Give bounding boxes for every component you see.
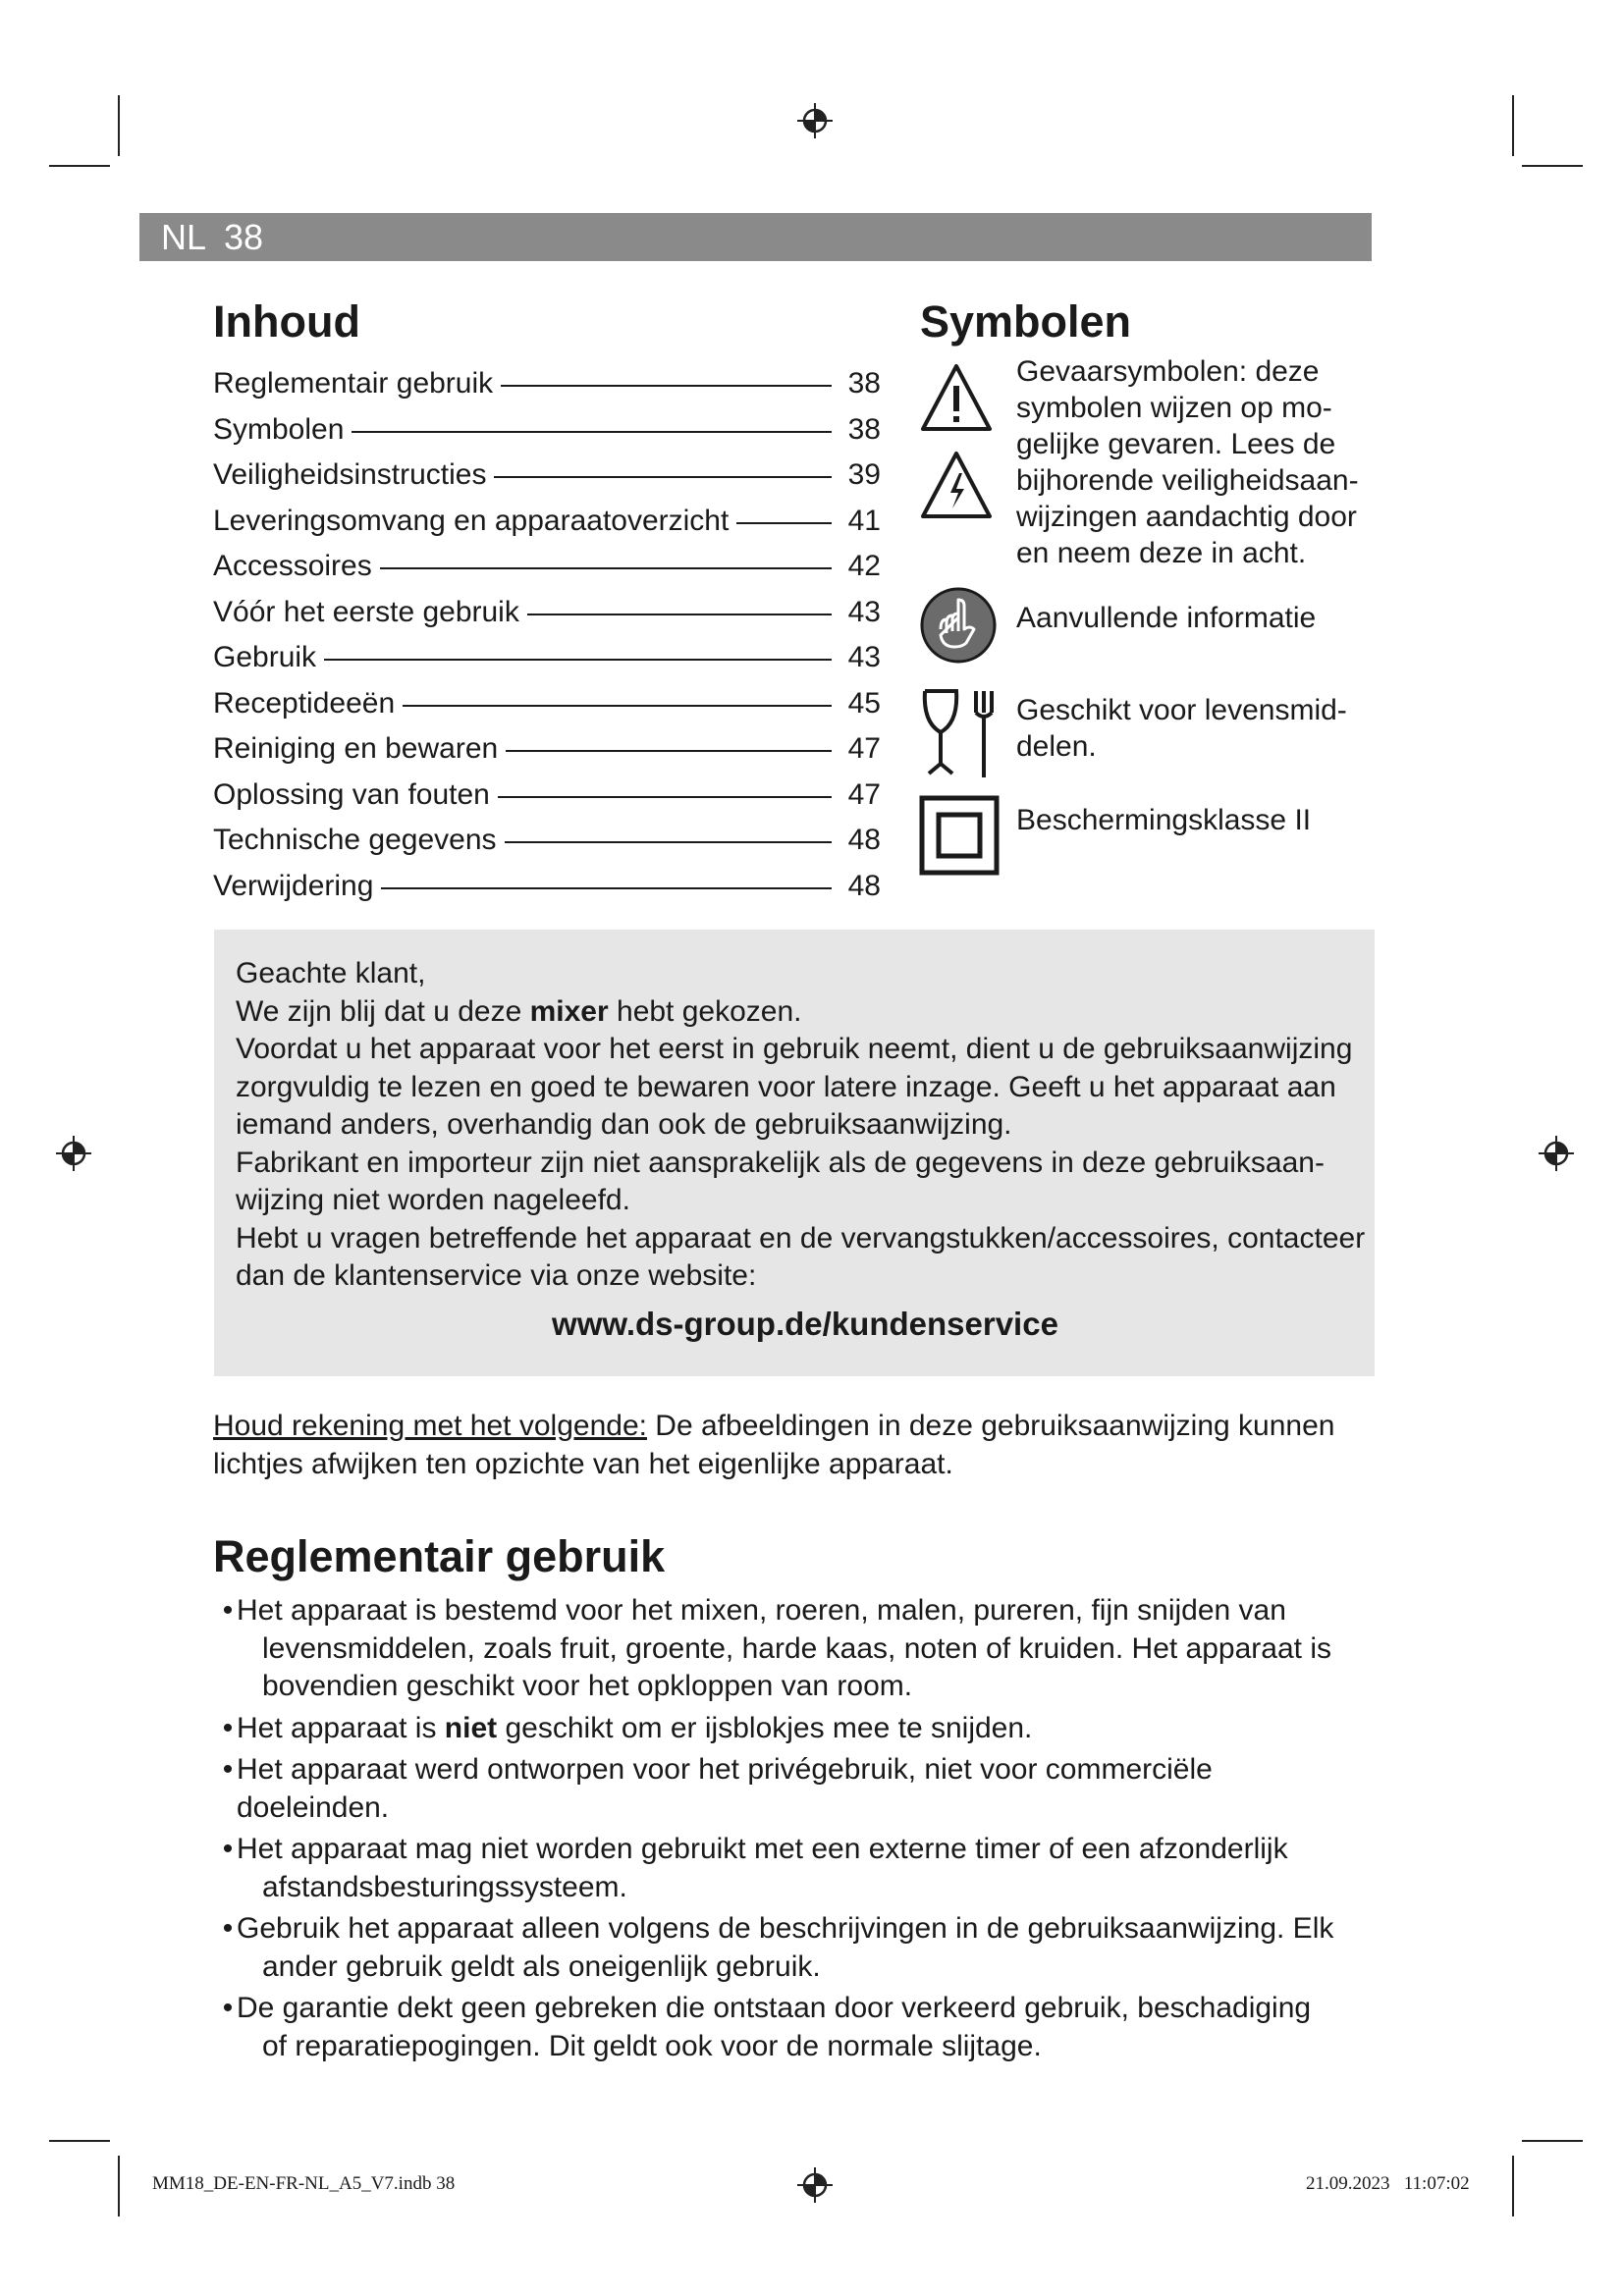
toc-row[interactable] [213,635,881,681]
toc-page-number: 38 [847,367,881,400]
toc-row[interactable] [213,361,881,407]
toc-leader [501,385,832,387]
bullet: • [222,1912,234,1945]
toc-label: Oplossing van fouten [213,777,490,811]
electric-hazard-icon [919,450,994,520]
protection-class-ii-icon [919,795,1000,876]
toc-label: Receptideeën [213,686,396,720]
hand-info-icon [919,586,998,665]
text-line: bovendien geschikt voor het opkloppen van room. [262,1670,913,1702]
text-line: of reparatiepogingen. Dit geldt ook voor de normale slijtage. [262,2029,1042,2062]
text-span: We zijn blij dat u deze [236,994,530,1028]
registration-mark-icon [1537,1134,1576,1173]
registration-mark-icon [795,2165,835,2205]
text-line: symbolen wijzen op mo- [1016,392,1332,424]
toc-row[interactable] [213,544,881,590]
text-line: bijhorende veiligheidsaan- [1016,464,1359,497]
symbols-title: Symbolen [920,296,1132,347]
text-line: wijzing niet worden nageleefd. [236,1184,630,1216]
toc-row[interactable] [213,818,881,864]
toc-leader [381,887,832,889]
text-span: De afbeeldingen in deze gebruiksaanwijzing kunnen [646,1410,1335,1442]
text-line: De garantie dekt geen gebreken die ontstaan door verkeerd gebruik, beschadiging [237,1992,1312,2024]
info-symbol-text: Aanvullende informatie [1016,602,1317,634]
text-line: delen. [1016,730,1097,763]
note-label: Houd rekening met het volgende: [213,1410,647,1442]
toc-row[interactable] [213,726,881,773]
toc-page-number: 48 [847,824,881,856]
toc-label: Leveringsomvang en apparaatoverzicht [213,504,730,537]
toc-page-number: 45 [847,686,881,720]
toc-page-number: 48 [847,869,881,902]
list-item [213,1831,1372,1906]
toc-page-number: 39 [847,458,881,491]
toc-row[interactable] [213,773,881,819]
class2-symbol-text: Beschermingsklasse II [1016,804,1312,836]
toc-label: Vóór het eerste gebruik [213,595,519,628]
crop-mark [49,165,110,167]
toc-title: Inhoud [213,296,360,347]
crop-mark [1522,165,1583,167]
text-span: Het apparaat is [237,1711,445,1744]
registration-mark-icon [795,101,835,140]
toc-leader [380,567,832,569]
crop-mark [118,2156,120,2216]
crop-mark [1512,95,1514,156]
toc-leader [736,522,832,524]
toc-label: Gebruik [213,641,317,673]
toc-row[interactable] [213,499,881,545]
toc-leader [506,750,832,752]
toc-label: Symbolen [213,412,345,446]
text-span: hebt gekozen. [608,994,802,1028]
toc-label: Reglementair gebruik [213,367,494,400]
text-line: lichtjes afwijken ten opzichte van het eigenlijke apparaat. [213,1447,953,1480]
page-header [139,213,1372,261]
warning-triangle-icon [919,362,994,433]
food-symbol-text [1016,692,1347,765]
time: 11:07:02 [1403,2173,1470,2194]
list-item [213,1751,1372,1827]
text-line: levensmiddelen, zoals fruit, groente, harde kaas, noten of kruiden. Het apparaat is [262,1631,1331,1665]
toc-label: Reiniging en bewaren [213,732,499,765]
toc-page-number: 38 [847,412,881,446]
text-line: Hebt u vragen betreffende het apparaat en de vervangstukken/accessoires, contacteer [236,1221,1366,1255]
text-line: dan de klantenservice via onze website: [236,1259,757,1292]
toc-leader [527,614,832,615]
text-line: Gevaarsymbolen: deze [1016,355,1320,388]
crop-mark [1522,2140,1583,2142]
page-number: 38 [224,217,264,257]
toc-row[interactable] [213,407,881,454]
crop-mark [49,2140,110,2142]
toc-label: Veiligheidsinstructies [213,458,487,491]
toc-leader [494,476,832,478]
service-url-link[interactable]: www.ds-group.de/kundenservice [552,1305,1058,1342]
toc-label: Technische gegevens [213,824,497,856]
text-line: Geschikt voor levensmid- [1016,694,1347,726]
text-line: ander gebruik geldt als oneigenlijk gebruik. [262,1949,821,1983]
text-line: Voordat u het apparaat voor het eerst in gebruik neemt, dient u de gebruiksaanwijzing [236,1033,1353,1065]
note [213,1408,1377,1483]
toc-label: Verwijdering [213,869,374,902]
text-line: gelijke gevaren. Lees de [1016,428,1336,460]
toc-leader [505,841,832,843]
text-line: iemand anders, overhandig dan ook de gebruiksaanwijzing. [236,1108,1012,1141]
toc-row[interactable] [213,864,881,910]
toc-leader [498,796,832,798]
toc-page-number: 47 [847,732,881,765]
text-line: en neem deze in acht. [1016,537,1307,569]
toc-row[interactable] [213,590,881,636]
crop-mark [1512,2156,1514,2216]
list-item [213,1710,1372,1748]
text-span: geschikt om er ijsblokjes mee te snijden. [497,1711,1033,1744]
danger-symbols-text [1016,353,1359,571]
footer-file: MM18_DE-EN-FR-NL_A5_V7.indb 38 [152,2173,456,2194]
table-of-contents [213,361,881,909]
text-line: afstandsbesturingssysteem. [262,1870,627,1903]
bullet: • [222,1833,234,1865]
toc-row[interactable] [213,453,881,499]
text-line: Het apparaat werd ontworpen voor het privégebruik, niet voor commerciële doeleinden. [237,1753,1213,1824]
toc-leader [324,659,832,661]
registration-mark-icon [54,1134,93,1173]
list-item [213,1910,1372,1986]
toc-page-number: 43 [847,641,881,673]
bullet: • [222,1711,234,1744]
intro-line [236,993,1375,1032]
text-line: Fabrikant en importeur zijn niet aansprakelijk als de gegevens in deze gebruiksaan- [236,1146,1325,1179]
footer-date [1306,2173,1470,2195]
toc-page-number: 47 [847,777,881,811]
bullet: • [222,1753,234,1786]
text-line: zorgvuldig te lezen en goed te bewaren voor latere inzage. Geeft u het apparaat aan [236,1070,1336,1103]
text-line [237,1710,1372,1748]
usage-title: Reglementair gebruik [213,1531,666,1581]
toc-leader [352,431,832,433]
text-line: wijzingen aandachtig door [1016,501,1357,533]
toc-label: Accessoires [213,550,372,582]
toc-page-number: 42 [847,550,881,582]
text-line [213,1408,1377,1446]
intro-box [214,930,1375,1376]
greeting: Geachte klant, [236,957,426,989]
date: 21.09.2023 [1306,2173,1390,2194]
text-line: Het apparaat mag niet worden gebruikt met een externe timer of een afzonderlijk [237,1833,1288,1865]
toc-page-number: 41 [847,504,881,537]
toc-row[interactable] [213,681,881,727]
text-line: Gebruik het apparaat alleen volgens de beschrijvingen in de gebruiksaanwijzing. Elk [237,1912,1334,1945]
crop-mark [118,95,120,156]
list-item [213,1990,1372,2065]
text-line: Het apparaat is bestemd voor het mixen, roeren, malen, pureren, fijn snijden van [237,1594,1286,1627]
product-name: mixer [529,994,609,1028]
bullet: • [222,1992,234,2024]
usage-list [213,1592,1372,2069]
list-item [213,1592,1372,1706]
toc-leader [403,705,832,707]
language-code: NL [161,217,207,257]
food-safe-icon [919,687,1001,781]
bullet: • [222,1594,234,1627]
toc-page-number: 43 [847,595,881,628]
emphasis: niet [444,1711,498,1744]
